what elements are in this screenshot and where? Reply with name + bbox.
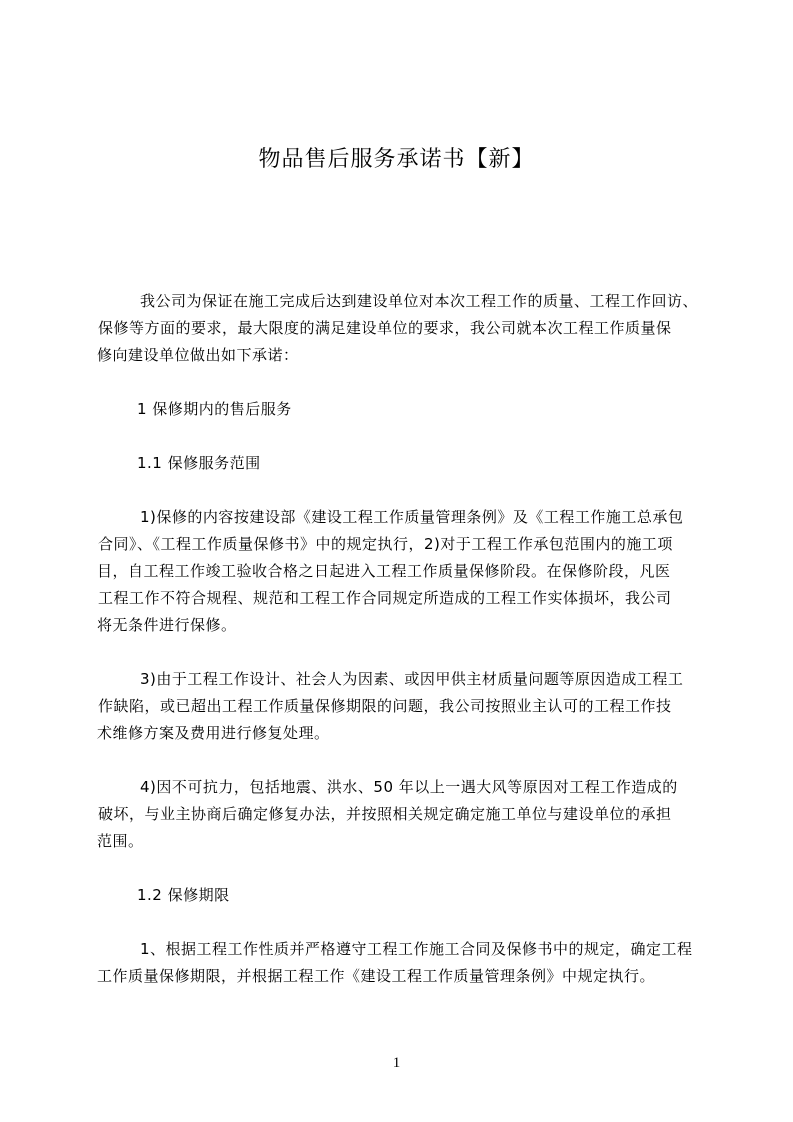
page-number: 1 bbox=[392, 1055, 401, 1071]
text-line: 保修等方面的要求，最大限度的满足建设单位的要求，我公司就本次工程工作质量保 bbox=[98, 319, 672, 337]
text-line: 我公司为保证在施工完成后达到建设单位对本次工程工作的质量、工程工作回访、 bbox=[140, 292, 699, 310]
document-title: 物品售后服务承诺书【新】 bbox=[258, 147, 535, 172]
text-line: 工程工作不符合规程、规范和工程工作合同规定所造成的工程工作实体损坏，我公司 bbox=[98, 589, 672, 607]
text-line: 作缺陷，或已超出工程工作质量保修期限的问题，我公司按照业主认可的工程工作技 bbox=[98, 697, 672, 715]
text-line: 1 保修期内的售后服务 bbox=[137, 400, 292, 418]
text-line: 3)由于工程工作设计、社会人为因素、或因甲供主材质量问题等原因造成工程工 bbox=[140, 670, 684, 688]
text-line: 目，自工程工作竣工验收合格之日起进入工程工作质量保修阶段。在保修阶段，凡医 bbox=[97, 562, 671, 580]
text-line: 1、根据工程工作性质并严格遵守工程工作施工合同及保修书中的规定，确定工程 bbox=[140, 940, 693, 958]
text-line: 1.2 保修期限 bbox=[137, 886, 230, 904]
text-line: 合同》、《工程工作质量保修书》中的规定执行，2)对于工程工作承包范围内的施工项 bbox=[98, 535, 673, 553]
text-line: 范围。 bbox=[97, 832, 144, 850]
text-line: 1)保修的内容按建设部《建设工程工作质量管理条例》及《工程工作施工总承包 bbox=[140, 508, 684, 526]
text-line: 破坏，与业主协商后确定修复办法，并按照相关规定确定施工单位与建设单位的承担 bbox=[98, 805, 672, 823]
text-line: 修向建设单位做出如下承诺： bbox=[97, 346, 299, 364]
text-line: 将无条件进行保修。 bbox=[97, 616, 237, 634]
text-line: 术维修方案及费用进行修复处理。 bbox=[97, 724, 330, 742]
text-line: 工作质量保修期限，并根据工程工作《建设工程工作质量管理条例》中规定执行。 bbox=[97, 967, 656, 985]
text-line: 1.1 保修服务范围 bbox=[137, 454, 261, 472]
text-line: 4)因不可抗力，包括地震、洪水、50 年以上一遇大风等原因对工程工作造成的 bbox=[140, 778, 678, 796]
